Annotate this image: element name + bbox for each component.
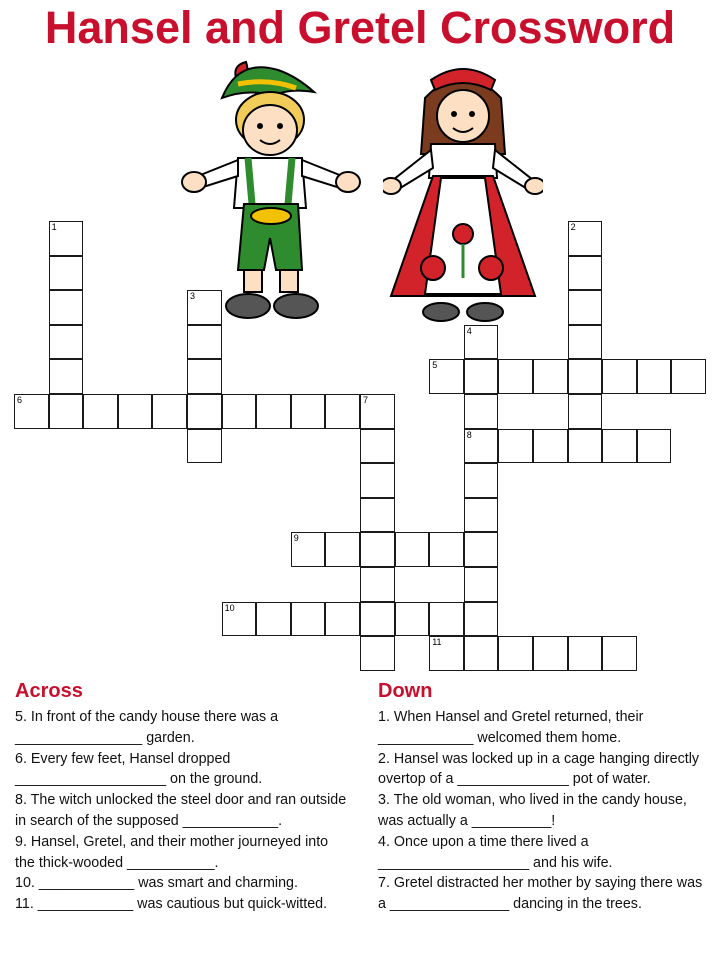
crossword-cell[interactable]	[637, 359, 672, 394]
clue-across-11: 11. ____________ was cautious but quick-witted.	[15, 896, 328, 913]
crossword-cell[interactable]	[187, 325, 222, 360]
crossword-cell[interactable]	[325, 394, 360, 429]
clue-number: 9	[293, 533, 299, 544]
crossword-cell[interactable]	[83, 394, 118, 429]
clue-down-7: 7. Gretel distracted her mother by saying there was a _______________ dancing in the trees.	[378, 875, 703, 913]
crossword-cell[interactable]	[152, 394, 187, 429]
clue-down-3: 3. The old woman, who lived in the candy house, was actually a __________!	[378, 792, 687, 829]
down-clues	[378, 680, 713, 915]
crossword-cell[interactable]	[464, 532, 499, 567]
crossword-cell[interactable]	[533, 636, 568, 671]
clue-number: 4	[466, 325, 472, 336]
crossword-cell[interactable]	[464, 359, 499, 394]
clue-number: 10	[224, 602, 235, 613]
crossword-cell[interactable]	[325, 602, 360, 637]
clue-number: 1	[51, 222, 57, 232]
clue-number: 5	[432, 360, 438, 371]
crossword-cell[interactable]	[602, 429, 637, 464]
page-title: Hansel and Gretel Crossword	[44, 2, 676, 53]
clue-down-4: 4. Once upon a time there lived a ___________________ and his wife.	[378, 833, 613, 871]
crossword-cell[interactable]	[602, 636, 637, 671]
crossword-cell[interactable]	[568, 394, 603, 429]
crossword-cell[interactable]	[187, 394, 222, 429]
crossword-cell[interactable]	[602, 359, 637, 394]
clue-across-10: 10. ____________ was smart and charming.	[15, 875, 298, 892]
crossword-cell[interactable]	[568, 256, 603, 291]
crossword-cell[interactable]	[187, 429, 222, 464]
crossword-cell[interactable]	[291, 602, 326, 637]
crossword-cell[interactable]	[256, 602, 291, 637]
crossword-cell[interactable]	[464, 567, 499, 602]
clue-across-8: 8. The witch unlocked the steel door and ran outside in search of the supposed ____________.	[15, 792, 347, 829]
crossword-cell[interactable]	[360, 429, 395, 464]
crossword-cell[interactable]	[498, 636, 533, 671]
crossword-cell[interactable]	[187, 359, 222, 394]
crossword-cell[interactable]	[49, 325, 84, 360]
crossword-cell[interactable]	[429, 532, 464, 567]
clue-number: 6	[17, 395, 23, 405]
clue-down-1: 1. When Hansel and Gretel returned, their ____________ welcomed them home.	[378, 709, 644, 746]
crossword-cell[interactable]	[360, 602, 395, 637]
crossword-cell[interactable]	[49, 359, 84, 394]
crossword-cell[interactable]	[568, 290, 603, 325]
crossword-cell[interactable]	[360, 567, 395, 602]
crossword-cell[interactable]	[533, 359, 568, 394]
crossword-cell[interactable]	[360, 498, 395, 533]
crossword-cell[interactable]	[49, 290, 84, 325]
clue-number: 8	[466, 429, 472, 440]
crossword-cell[interactable]	[568, 325, 603, 360]
crossword-cell[interactable]	[325, 532, 360, 567]
crossword-cell[interactable]	[256, 394, 291, 429]
across-heading: Across	[15, 680, 83, 702]
crossword-cell[interactable]	[464, 394, 499, 429]
crossword-cell[interactable]	[395, 532, 430, 567]
crossword-cell[interactable]	[464, 498, 499, 533]
crossword-cell[interactable]	[568, 359, 603, 394]
crossword-cell[interactable]	[118, 394, 153, 429]
clue-across-9: 9. Hansel, Gretel, and their mother journeyed into the thick-wooded ___________.	[15, 833, 329, 871]
clue-number: 2	[570, 222, 576, 232]
crossword-cell[interactable]	[637, 429, 672, 464]
clue-number: 11	[432, 637, 442, 648]
crossword-cell[interactable]	[464, 636, 499, 671]
crossword-cell[interactable]	[429, 602, 464, 637]
crossword-cell[interactable]	[568, 636, 603, 671]
clue-down-2: 2. Hansel was locked up in a cage hanging directly overtop of a ______________ pot of water.	[378, 750, 700, 788]
crossword-cell[interactable]	[568, 429, 603, 464]
crossword-cell[interactable]	[360, 463, 395, 498]
clue-number: 7	[363, 395, 369, 405]
across-clues	[15, 680, 350, 915]
crossword-cell[interactable]	[222, 394, 257, 429]
crossword-cell[interactable]	[533, 429, 568, 464]
clue-across-5: 5. In front of the candy house there was a ________________ garden.	[15, 709, 279, 746]
crossword-cell[interactable]	[498, 429, 533, 464]
crossword-cell[interactable]	[395, 602, 430, 637]
down-heading: Down	[378, 680, 433, 702]
crossword-cell[interactable]	[464, 602, 499, 637]
crossword-cell[interactable]	[498, 359, 533, 394]
crossword-cell[interactable]	[360, 532, 395, 567]
crossword-cell[interactable]	[49, 394, 84, 429]
clue-across-6: 6. Every few feet, Hansel dropped ___________________ on the ground.	[15, 750, 263, 788]
clue-number: 3	[190, 291, 196, 302]
crossword-cell[interactable]	[360, 636, 395, 671]
crossword-cell[interactable]	[291, 394, 326, 429]
crossword-cell[interactable]	[671, 359, 706, 394]
crossword-cell[interactable]	[464, 463, 499, 498]
crossword-cell[interactable]	[49, 256, 84, 291]
